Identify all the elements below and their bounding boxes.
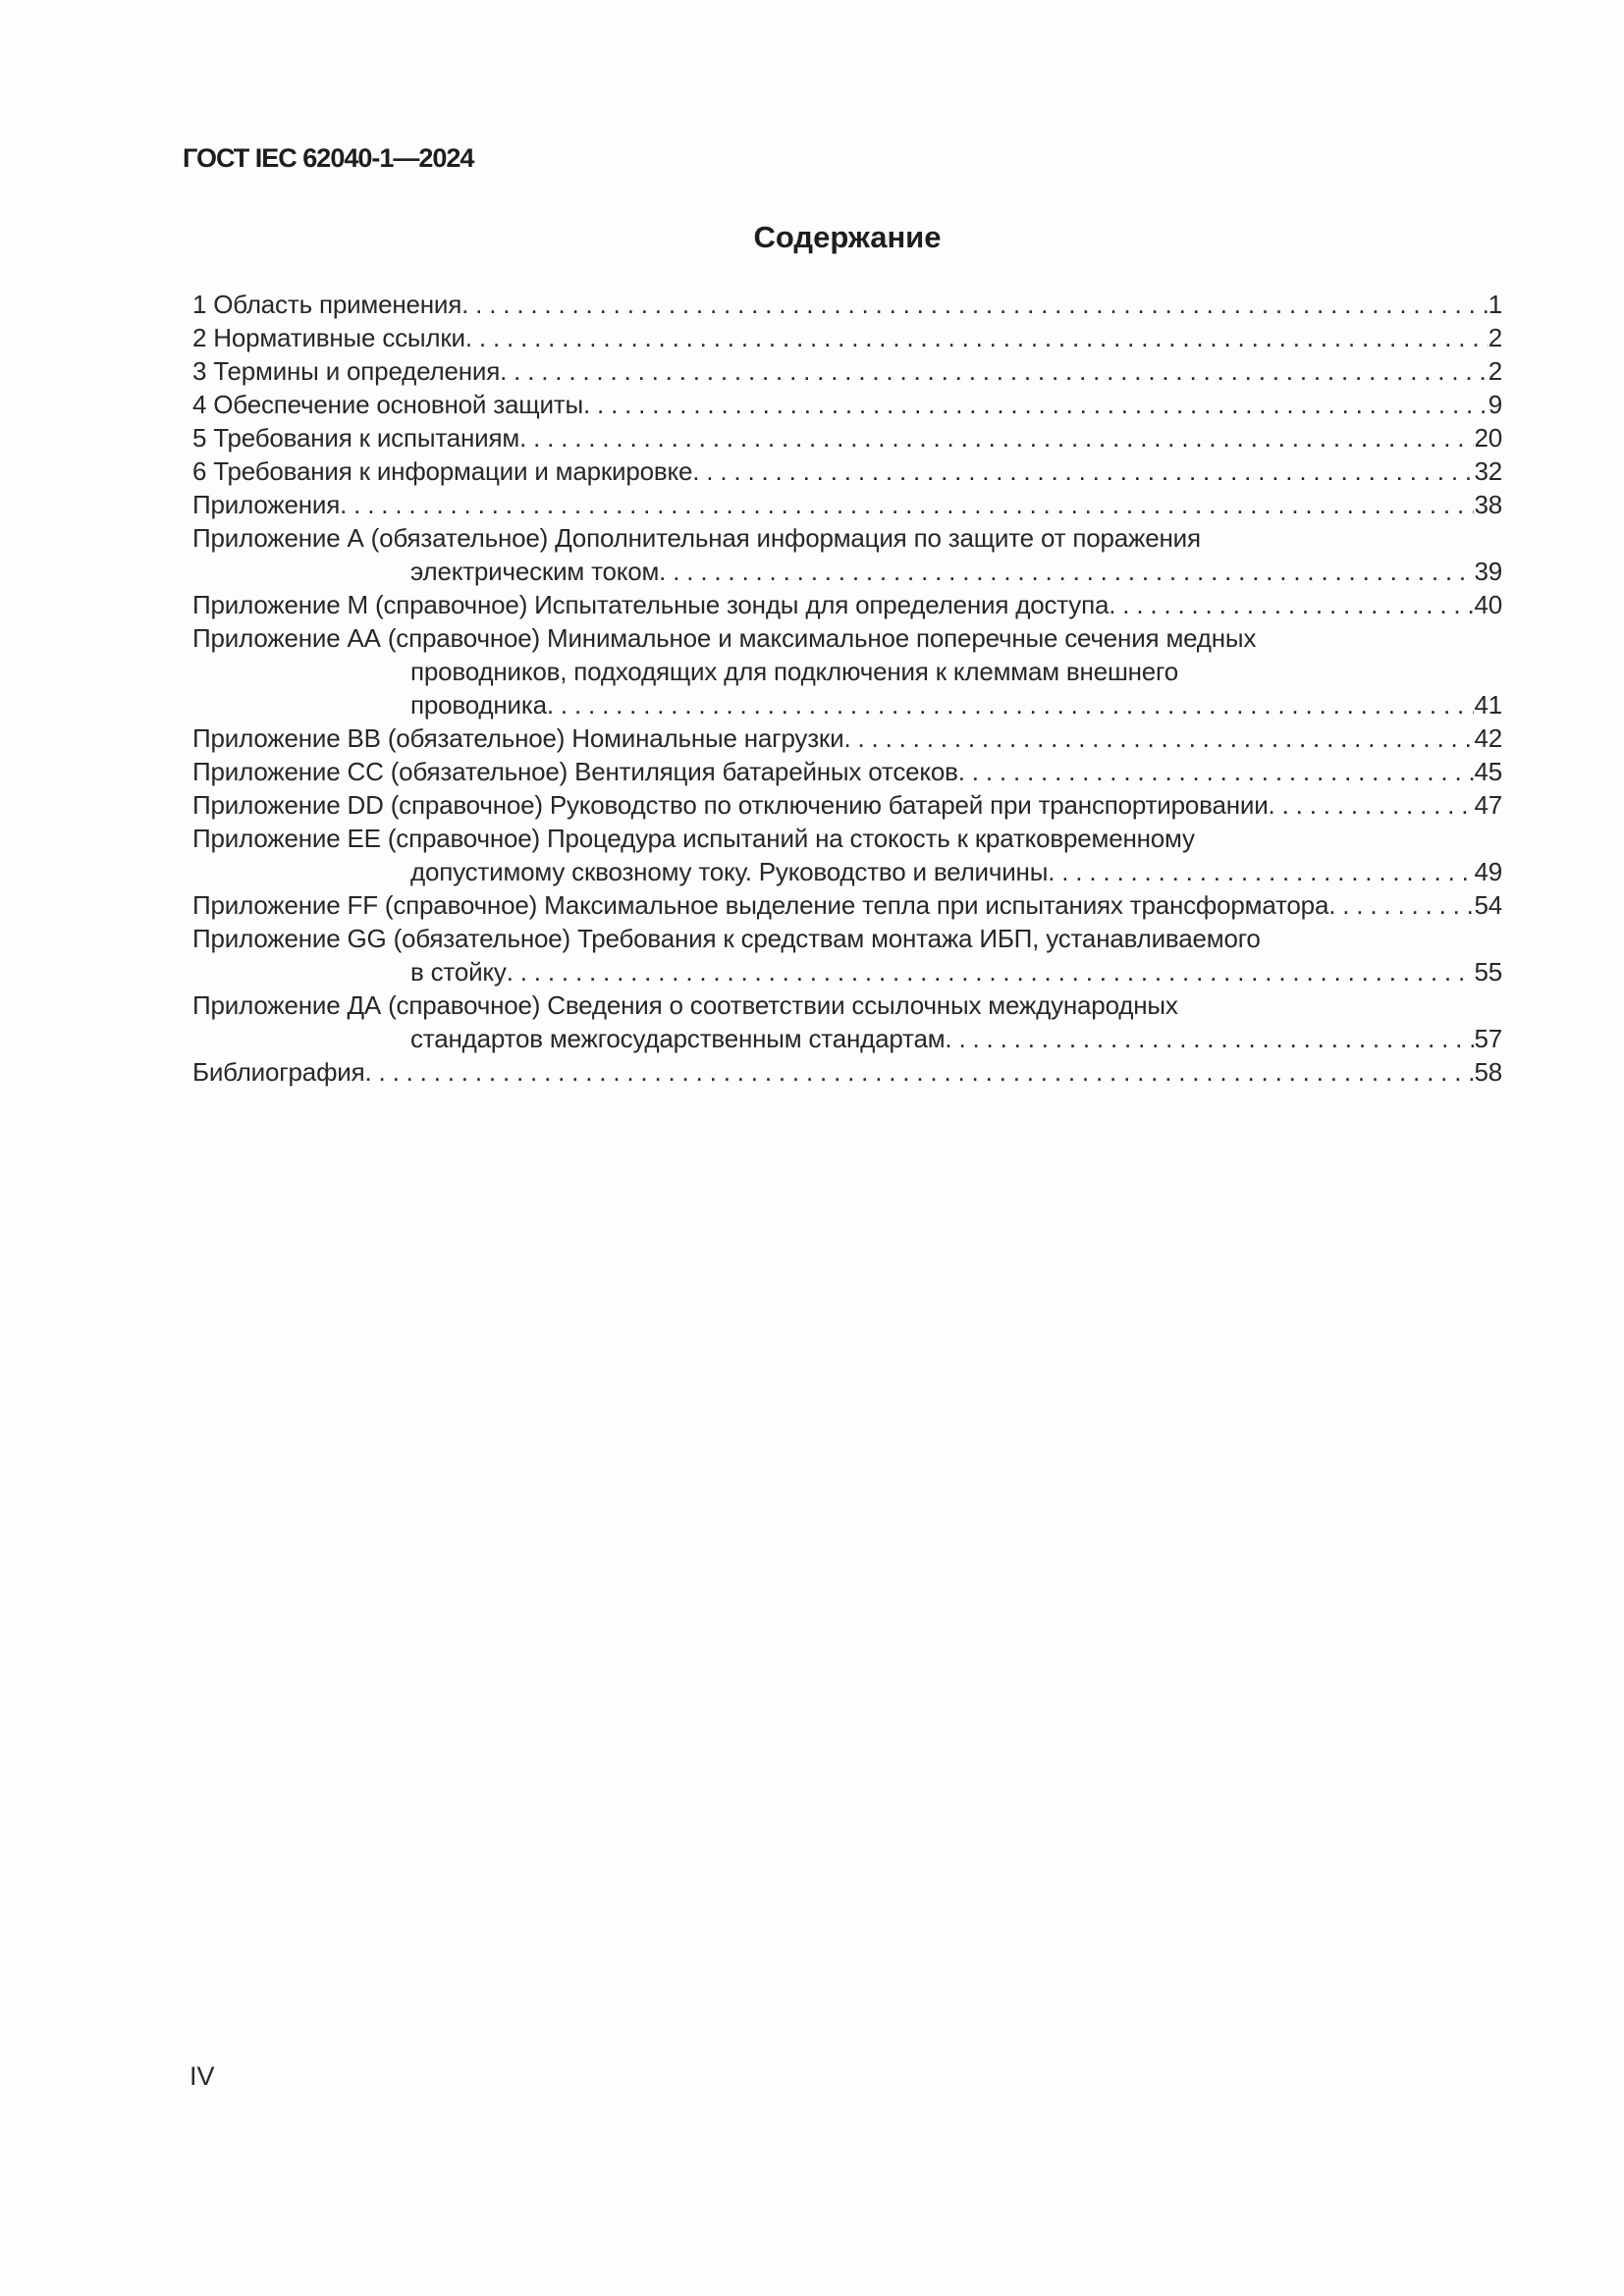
dot-leader: [507, 955, 1475, 988]
toc-entry-text: 2 Нормативные ссылки: [192, 323, 465, 352]
toc-entry-text: 3 Термины и определения: [192, 356, 501, 386]
toc-entry-text: в стойку: [410, 957, 507, 987]
toc-entry-row: [192, 721, 1502, 755]
toc-entry-page: 9: [1488, 390, 1502, 419]
dot-leader: [465, 321, 1489, 354]
toc-entry-text: допустимому сквозному току. Руководство и величины: [410, 857, 1049, 886]
dot-leader: [958, 755, 1475, 788]
toc-entry-text: 1 Область применения: [192, 290, 462, 319]
toc-entry-page: 39: [1474, 557, 1502, 586]
toc-entry-text: Приложение DD (справочное) Руководство по отключению батарей при транспортировании: [192, 790, 1269, 820]
toc-entry-text: Приложение GG (обязательное) Требования к средствам монтажа ИБП, устанавливаемого: [192, 924, 1261, 953]
toc-entry-text: Приложение ДА (справочное) Сведения о соответствии ссылочных международных: [192, 990, 1178, 1020]
toc-entry-page: 58: [1474, 1057, 1502, 1087]
toc-entry-page: 55: [1474, 957, 1502, 987]
dot-leader: [843, 721, 1474, 755]
dot-leader: [364, 1055, 1474, 1089]
toc-entry-text: Приложение ВВ (обязательное) Номинальные нагрузки: [192, 723, 844, 753]
toc-entry-row: [192, 988, 1502, 1022]
toc-entry-text: стандартов межгосударственным стандартам: [410, 1024, 946, 1053]
toc-entry-text: 4 Обеспечение основной защиты: [192, 390, 583, 419]
page-number-footer: IV: [189, 2061, 215, 2091]
toc-entry-row: [192, 888, 1502, 922]
toc-entry-page: 54: [1474, 890, 1502, 920]
dot-leader: [583, 388, 1489, 421]
toc-entry-row: [192, 488, 1502, 521]
toc-entry-row: [192, 421, 1502, 454]
toc-entry-text: Приложение А (обязательное) Дополнительная информация по защите от поражения: [192, 523, 1201, 553]
toc-entry-page: 42: [1474, 723, 1502, 753]
toc-entry-row: [192, 321, 1502, 354]
toc-entry-row: [192, 1055, 1502, 1089]
toc-entry-row: [192, 454, 1502, 488]
toc-entry-row: [192, 955, 1502, 988]
toc-entry-text: 6 Требования к информации и маркировке: [192, 456, 693, 486]
toc-entry-page: 32: [1474, 456, 1502, 486]
dot-leader: [659, 555, 1474, 588]
toc-entry-row: [192, 855, 1502, 888]
toc-entry-page: 1: [1488, 290, 1502, 319]
toc-entry-text: Приложение СС (обязательное) Вентиляция батарейных отсеков: [192, 757, 958, 786]
toc-entry-text: Приложения: [192, 490, 341, 519]
toc-entry-text: проводника: [410, 690, 547, 720]
toc-entry-text: Приложение М (справочное) Испытательные зонды для определения доступа: [192, 590, 1110, 619]
toc-entry-row: [192, 521, 1502, 555]
toc-entry-page: 2: [1488, 323, 1502, 352]
dot-leader: [945, 1022, 1474, 1055]
toc-entry-page: 40: [1474, 590, 1502, 619]
toc-entry-row: [192, 621, 1502, 655]
toc-entry-page: 2: [1488, 356, 1502, 386]
toc-entry-row: [192, 922, 1502, 955]
dot-leader: [547, 688, 1475, 721]
dot-leader: [1048, 855, 1474, 888]
toc-entry-row: [192, 822, 1502, 855]
standard-code-header: ГОСТ IEC 62040-1—2024: [183, 143, 474, 173]
toc-entry-row: [192, 755, 1502, 788]
toc-entry-text: Приложение FF (справочное) Максимальное выделение тепла при испытаниях трансформатора: [192, 890, 1329, 920]
toc-entry-text: Библиография: [192, 1057, 365, 1087]
dot-leader: [692, 454, 1474, 488]
toc-entry-page: 38: [1474, 490, 1502, 519]
toc-entry-row: [192, 354, 1502, 388]
toc-entry-text: Приложение АА (справочное) Минимальное и максимальное поперечные сечения медных: [192, 623, 1257, 653]
toc-entry-text: электрическим током: [410, 557, 660, 586]
dot-leader: [1328, 888, 1474, 922]
toc-entry-row: [192, 288, 1502, 321]
toc-entry-row: [192, 788, 1502, 822]
dot-leader: [340, 488, 1474, 521]
toc-entry-row: [192, 688, 1502, 721]
toc-entry-page: 57: [1474, 1024, 1502, 1053]
toc-entry-row: [192, 655, 1502, 688]
toc-entry-row: [192, 555, 1502, 588]
toc-title: Содержание: [753, 220, 942, 254]
dot-leader: [461, 288, 1489, 321]
dot-leader: [1109, 588, 1474, 621]
toc-entry-page: 47: [1474, 790, 1502, 820]
toc-entry-page: 49: [1474, 857, 1502, 886]
table-of-contents: [192, 288, 1502, 1089]
dot-leader: [1269, 788, 1475, 822]
dot-leader: [500, 354, 1489, 388]
toc-entry-text: 5 Требования к испытаниям: [192, 423, 520, 453]
toc-entry-row: [192, 388, 1502, 421]
dot-leader: [519, 421, 1474, 454]
toc-entry-row: [192, 1022, 1502, 1055]
toc-entry-text: Приложение ЕЕ (справочное) Процедура испытаний на стокость к кратковременному: [192, 824, 1195, 853]
toc-entry-text: проводников, подходящих для подключения к клеммам внешнего: [410, 657, 1178, 686]
toc-entry-page: 20: [1474, 423, 1502, 453]
toc-entry-page: 41: [1474, 690, 1502, 720]
toc-entry-page: 45: [1474, 757, 1502, 786]
toc-entry-row: [192, 588, 1502, 621]
